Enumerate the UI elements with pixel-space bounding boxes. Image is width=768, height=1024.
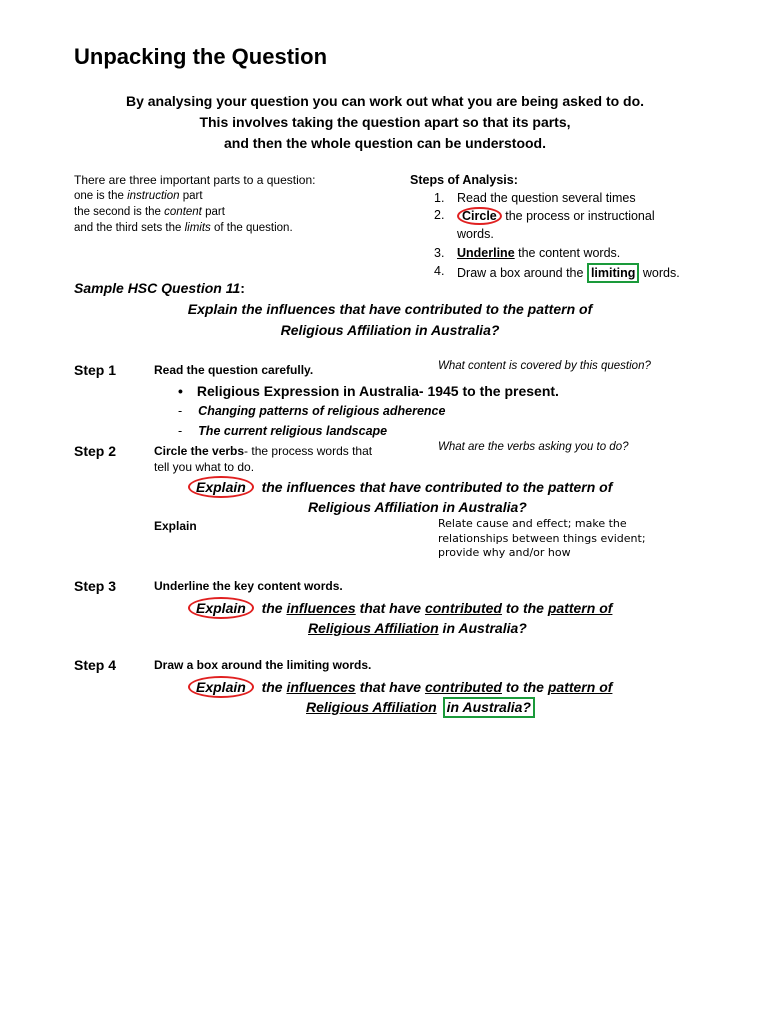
parts-heading: There are three important parts to a question: — [74, 173, 316, 187]
question-parts — [74, 172, 404, 236]
step-4-instruction: Draw a box around the limiting words. — [154, 658, 372, 672]
parts-line-2: the second is the content part — [74, 206, 225, 218]
step-3-label: Step 3 — [74, 578, 117, 594]
content-sub-2: - The current religious landscape — [178, 424, 388, 438]
analysis-item-3: 3. Underline the content words. — [434, 246, 621, 260]
boxed-word: limiting — [587, 263, 639, 283]
analysis-list — [410, 190, 730, 283]
step-2-note: What are the verbs asking you to do? — [438, 441, 629, 453]
step-4-label: Step 4 — [74, 657, 117, 673]
step-4-answer-line-1: Explain the influences that have contributed to the pattern of — [188, 676, 612, 698]
sample-label: Sample HSC Question 11: — [74, 280, 245, 296]
intro-line-3: and then the whole question can be understood. — [223, 135, 546, 151]
sample-question: Explain the influences that have contributed to the pattern of Religious Affiliation in Australia? — [187, 301, 593, 338]
step-2-instruction: Circle the verbs- the process words that tell you what to do. — [154, 444, 373, 474]
definition-term: Explain — [154, 519, 197, 533]
step-2-answer-line-1: Explain the influences that have contributed to the pattern of — [188, 476, 612, 498]
step-2-label: Step 2 — [74, 443, 117, 459]
step-1-label: Step 1 — [74, 362, 117, 378]
intro-line-2: This involves taking the question apart so that its parts, — [199, 114, 571, 130]
step-2-answer-line-2: Religious Affiliation in Australia? — [308, 499, 527, 515]
circled-verb: Explain — [188, 676, 254, 698]
step-4-answer-line-2: Religious Affiliation in Australia? — [306, 697, 535, 718]
step-1-note: What content is covered by this question? — [438, 360, 651, 372]
intro-line-1: By analysing your question you can work out what you are being asked to do. — [125, 93, 645, 109]
intro-paragraph — [40, 91, 730, 154]
analysis-item-2: 2. Circle the process or instructional words. — [434, 208, 655, 241]
content-bullet: • Religious Expression in Australia- 1945 to the present. — [178, 383, 559, 399]
step-3-instruction: Underline the key content words. — [154, 579, 343, 593]
content-sub-1: - Changing patterns of religious adherence — [178, 404, 446, 418]
step-3-answer-line-2: Religious Affiliation in Australia? — [308, 620, 527, 636]
step-1-instruction: Read the question carefully. — [154, 363, 314, 377]
analysis-item-4: 4. Draw a box around the limiting words. — [410, 263, 730, 283]
boxed-limit: in Australia? — [443, 697, 535, 718]
analysis-item-1: 1. Read the question several times — [434, 190, 636, 205]
parts-line-3: and the third sets the limits of the question. — [74, 222, 293, 234]
circled-verb: Explain — [188, 476, 254, 498]
circled-word: Circle — [457, 207, 502, 225]
parts-line-1: one is the instruction part — [74, 190, 203, 202]
steps-of-analysis — [410, 172, 730, 283]
definition-text: Relate cause and effect; make the relationships between things evident; provide why and/or how — [438, 517, 646, 559]
circled-verb: Explain — [188, 597, 254, 619]
page-title: Unpacking the Question — [74, 44, 328, 69]
step-3-answer-line-1: Explain the influences that have contributed to the pattern of — [188, 597, 612, 619]
analysis-heading: Steps of Analysis: — [410, 173, 518, 187]
